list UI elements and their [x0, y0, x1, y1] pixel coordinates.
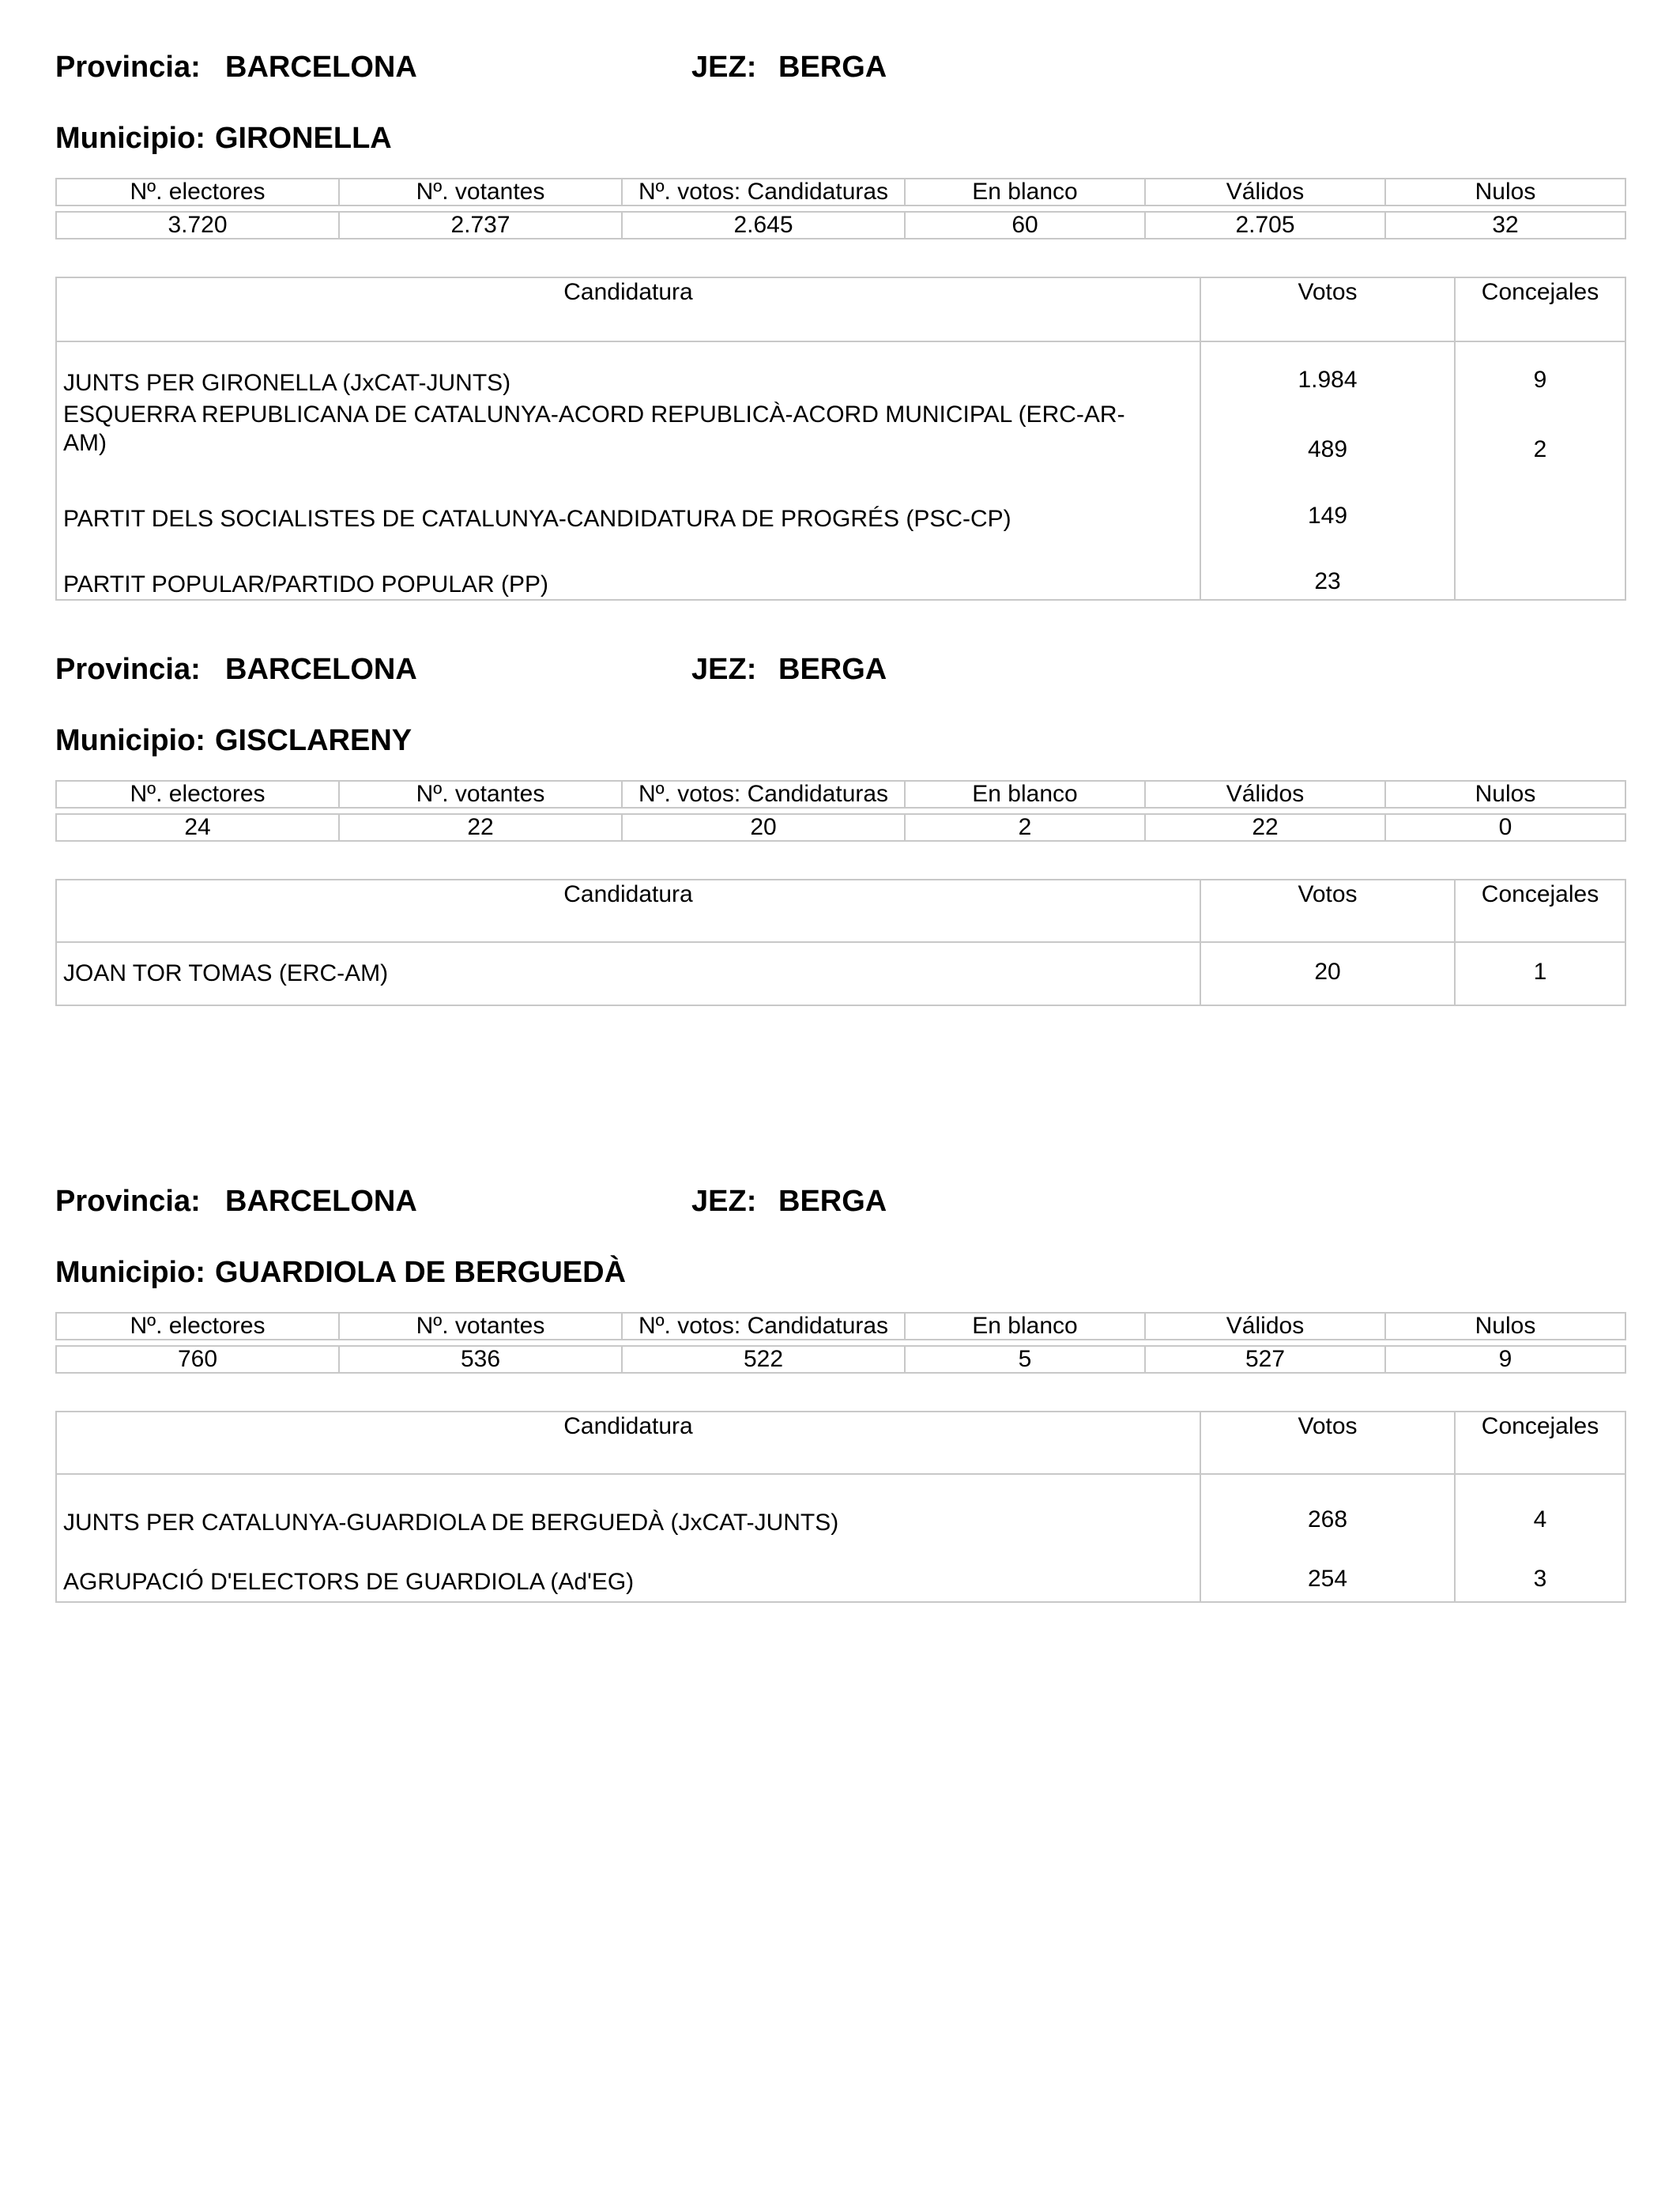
municipio-value: GISCLARENY	[214, 724, 412, 757]
stat-en-blanco: 2	[905, 814, 1145, 841]
header-votos: Votos	[1200, 1412, 1455, 1474]
candidate-votos: 254	[1200, 1537, 1455, 1602]
table-row	[56, 942, 1625, 1005]
stat-header-votos-candidaturas: Nº. votos: Candidaturas	[622, 179, 905, 205]
provincia-label: Provincia:	[55, 653, 201, 686]
candidate-votos: 20	[1200, 942, 1455, 1005]
header-candidatura: Candidatura	[56, 1412, 1200, 1474]
stat-header-en-blanco: En blanco	[905, 781, 1145, 808]
stat-nulos: 0	[1385, 814, 1625, 841]
candidates-table	[55, 1411, 1626, 1603]
stat-validos: 527	[1145, 1346, 1385, 1373]
stat-header-nulos: Nulos	[1385, 781, 1625, 808]
stat-validos: 2.705	[1145, 212, 1385, 239]
stat-header-validos: Válidos	[1145, 179, 1385, 205]
table-row	[56, 398, 1625, 467]
section-header	[55, 1182, 1625, 1221]
stats-header-row	[56, 1313, 1625, 1340]
candidate-concejales	[1455, 467, 1625, 533]
candidate-concejales	[1455, 533, 1625, 600]
header-votos: Votos	[1200, 277, 1455, 341]
table-row	[56, 533, 1625, 600]
candidates-table	[55, 277, 1626, 601]
stats-header-row	[56, 781, 1625, 808]
header-candidatura: Candidatura	[56, 880, 1200, 942]
stat-electores: 24	[56, 814, 339, 841]
stat-validos: 22	[1145, 814, 1385, 841]
stats-header-row	[56, 179, 1625, 205]
stat-header-electores: Nº. electores	[56, 1313, 339, 1340]
candidates-header-row	[56, 1412, 1625, 1474]
candidate-name: JUNTS PER CATALUNYA-GUARDIOLA DE BERGUEDÀ (JxCAT-JUNTS)	[56, 1474, 1200, 1537]
candidate-concejales: 2	[1455, 398, 1625, 467]
jez-value: BERGA	[778, 653, 887, 686]
stat-header-electores: Nº. electores	[56, 781, 339, 808]
jez-label: JEZ:	[691, 51, 757, 84]
provincia-label: Provincia:	[55, 1185, 201, 1218]
stat-electores: 3.720	[56, 212, 339, 239]
stats-table	[55, 780, 1626, 842]
candidate-votos: 489	[1200, 398, 1455, 467]
section-header	[55, 650, 1625, 689]
candidate-name: AGRUPACIÓ D'ELECTORS DE GUARDIOLA (Ad'EG)	[56, 1537, 1200, 1602]
jez-label: JEZ:	[691, 653, 757, 686]
stat-votantes: 2.737	[339, 212, 622, 239]
candidate-name: JUNTS PER GIRONELLA (JxCAT-JUNTS)	[56, 341, 1200, 398]
provincia-value: BARCELONA	[225, 1185, 417, 1218]
candidate-concejales: 3	[1455, 1537, 1625, 1602]
stat-nulos: 32	[1385, 212, 1625, 239]
jez-value: BERGA	[778, 51, 887, 84]
candidate-concejales: 4	[1455, 1474, 1625, 1537]
provincia-value: BARCELONA	[225, 51, 417, 84]
municipio-section-gisclareny	[55, 650, 1625, 986]
table-row	[56, 1474, 1625, 1537]
stats-value-row	[56, 1346, 1625, 1373]
stat-header-electores: Nº. electores	[56, 179, 339, 205]
municipio-title	[55, 1253, 626, 1292]
candidate-concejales: 9	[1455, 341, 1625, 398]
stat-votantes: 536	[339, 1346, 622, 1373]
stat-electores: 760	[56, 1346, 339, 1373]
provincia-label: Provincia:	[55, 51, 201, 84]
municipio-label: Municipio:	[55, 122, 205, 155]
header-votos: Votos	[1200, 880, 1455, 942]
municipio-section-gironella	[55, 47, 1625, 598]
provincia-value: BARCELONA	[225, 653, 417, 686]
candidate-name: PARTIT DELS SOCIALISTES DE CATALUNYA-CANDIDATURA DE PROGRÉS (PSC-CP)	[56, 467, 1200, 533]
stat-header-validos: Válidos	[1145, 1313, 1385, 1340]
stat-en-blanco: 5	[905, 1346, 1145, 1373]
candidate-votos: 268	[1200, 1474, 1455, 1537]
stat-header-en-blanco: En blanco	[905, 1313, 1145, 1340]
candidates-header-row	[56, 277, 1625, 341]
candidate-votos: 23	[1200, 533, 1455, 600]
municipio-title	[55, 721, 412, 760]
stat-nulos: 9	[1385, 1346, 1625, 1373]
stat-header-votantes: Nº. votantes	[339, 1313, 622, 1340]
stat-header-votos-candidaturas: Nº. votos: Candidaturas	[622, 781, 905, 808]
municipio-value: GUARDIOLA DE BERGUEDÀ	[214, 1256, 627, 1289]
candidate-votos: 1.984	[1200, 341, 1455, 398]
header-candidatura: Candidatura	[56, 277, 1200, 341]
candidate-votos: 149	[1200, 467, 1455, 533]
candidates-header-row	[56, 880, 1625, 942]
municipio-value: GIRONELLA	[214, 122, 392, 155]
stat-header-en-blanco: En blanco	[905, 179, 1145, 205]
stat-votantes: 22	[339, 814, 622, 841]
table-row	[56, 341, 1625, 398]
stat-header-nulos: Nulos	[1385, 179, 1625, 205]
candidates-table	[55, 879, 1626, 1006]
candidate-name: ESQUERRA REPUBLICANA DE CATALUNYA-ACORD REPUBLICÀ-ACORD MUNICIPAL (ERC-AR-AM)	[56, 398, 1200, 467]
municipio-label: Municipio:	[55, 724, 205, 757]
candidate-name: PARTIT POPULAR/PARTIDO POPULAR (PP)	[56, 533, 1200, 600]
stat-header-nulos: Nulos	[1385, 1313, 1625, 1340]
stat-header-votantes: Nº. votantes	[339, 179, 622, 205]
municipio-label: Municipio:	[55, 1256, 205, 1289]
section-header	[55, 47, 1625, 87]
stat-header-votos-candidaturas: Nº. votos: Candidaturas	[622, 1313, 905, 1340]
header-concejales: Concejales	[1455, 277, 1625, 341]
stat-votos-candidaturas: 2.645	[622, 212, 905, 239]
stat-en-blanco: 60	[905, 212, 1145, 239]
stat-votos-candidaturas: 522	[622, 1346, 905, 1373]
stats-table	[55, 1312, 1626, 1374]
stat-votos-candidaturas: 20	[622, 814, 905, 841]
jez-label: JEZ:	[691, 1185, 757, 1218]
stats-value-row	[56, 814, 1625, 841]
table-row	[56, 1537, 1625, 1602]
municipio-title	[55, 119, 392, 158]
stats-value-row	[56, 212, 1625, 239]
stat-header-votantes: Nº. votantes	[339, 781, 622, 808]
header-concejales: Concejales	[1455, 880, 1625, 942]
candidate-name: JOAN TOR TOMAS (ERC-AM)	[56, 942, 1200, 1005]
stat-header-validos: Válidos	[1145, 781, 1385, 808]
table-row	[56, 467, 1625, 533]
stats-table	[55, 178, 1626, 239]
municipio-section-guardiola-de-bergueda	[55, 1182, 1625, 1595]
jez-value: BERGA	[778, 1185, 887, 1218]
candidate-concejales: 1	[1455, 942, 1625, 1005]
header-concejales: Concejales	[1455, 1412, 1625, 1474]
